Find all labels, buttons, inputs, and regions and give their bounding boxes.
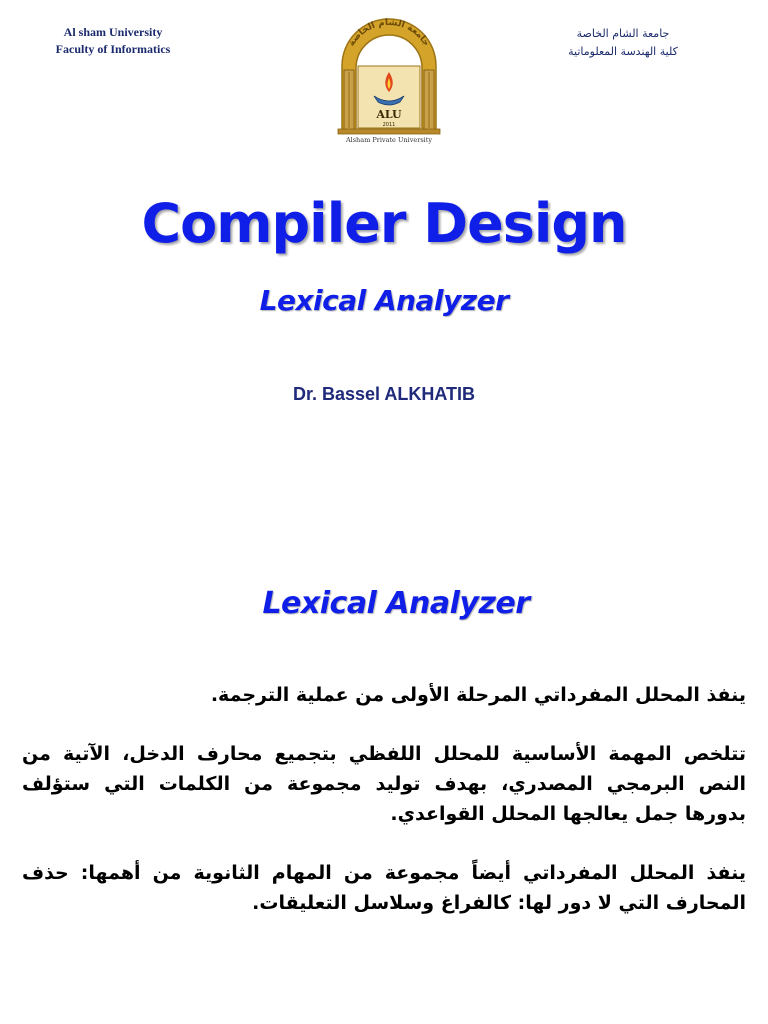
logo-arch-text: جامعة الشام الخاصة — [346, 17, 432, 49]
university-name-arabic — [528, 25, 718, 61]
university-seal-icon — [334, 8, 444, 144]
logo-year: 2011 — [382, 122, 396, 128]
university-name-arabic-line: جامعة الشام الخاصة — [576, 27, 670, 40]
body-paragraph: ينفذ المحلل المفرداتي أيضاً مجموعة من المهام الثانوية من أهمها: حذف المحارف التي لا دور لها: كالفراغ وسلاسل التعليقات. — [22, 862, 746, 914]
author-name: Dr. Bassel ALKHATIB — [292, 384, 476, 404]
body-paragraph: تتلخص المهمة الأساسية للمحلل اللفظي بتجميع محارف الدخل، الآتية من النص البرمجي المصدري، بهدف توليد مجموعة من الكلمات التي ستؤلف بدورها جمل يعالجها المحلل القواعدي. — [22, 743, 746, 825]
university-name-line: Al sham University — [63, 25, 163, 39]
body-paragraph: ينفذ المحلل المفرداتي المرحلة الأولى من عملية الترجمة. — [210, 684, 746, 706]
faculty-name-line: Faculty of Informatics — [55, 42, 171, 56]
faculty-name-arabic-line: كلية الهندسة المعلوماتية — [568, 45, 678, 58]
logo-caption: Alsham Private University — [345, 136, 433, 144]
university-logo — [334, 8, 444, 144]
section-title: Lexical Analyzer — [262, 586, 530, 621]
logo-monogram: ALU — [376, 108, 402, 121]
section-body — [22, 680, 746, 947]
university-name-english — [18, 24, 208, 58]
slide-subtitle: Lexical Analyzer — [259, 284, 509, 317]
slide-title: Compiler Design — [141, 192, 627, 255]
